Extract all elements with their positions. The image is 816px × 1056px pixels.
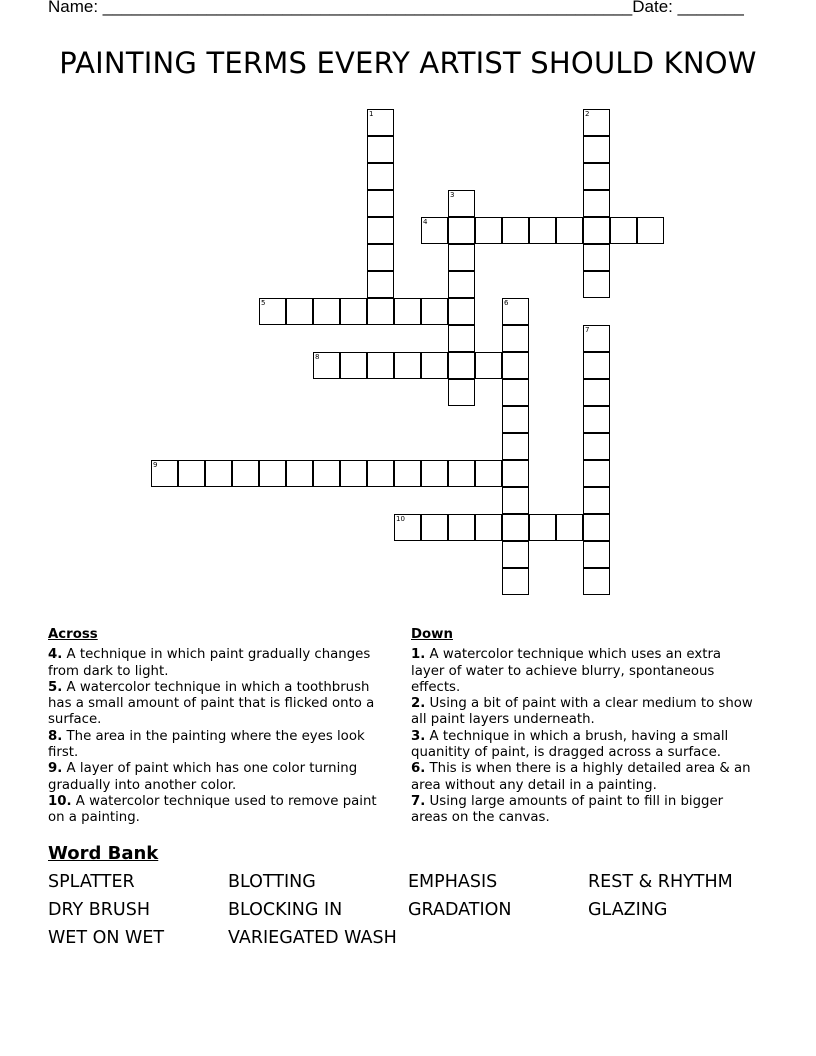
down-clues (411, 627, 756, 827)
date-field-label[interactable]: Date: _______ (632, 0, 744, 16)
crossword-cell[interactable] (475, 217, 502, 244)
crossword-cell[interactable] (367, 460, 394, 487)
crossword-cell[interactable] (583, 244, 610, 271)
crossword-cell[interactable] (421, 460, 448, 487)
crossword-cell[interactable] (340, 352, 367, 379)
word-bank-item: SPLATTER (48, 872, 135, 892)
word-bank-item: WET ON WET (48, 928, 165, 948)
crossword-cell[interactable] (313, 352, 340, 379)
crossword-cell[interactable] (529, 514, 556, 541)
clue-number: 6 (504, 299, 509, 307)
clue-across-10: 10. A watercolor technique used to remove paint on a painting. (48, 793, 377, 826)
word-bank-item: EMPHASIS (408, 872, 498, 892)
crossword-cell[interactable] (556, 514, 583, 541)
crossword-cell[interactable] (583, 433, 610, 460)
clue-number: 4 (423, 218, 428, 226)
crossword-cell[interactable] (583, 460, 610, 487)
crossword-cell[interactable] (178, 460, 205, 487)
crossword-cell[interactable] (394, 298, 421, 325)
crossword-cell[interactable] (448, 244, 475, 271)
crossword-cell[interactable] (394, 460, 421, 487)
crossword-cell[interactable] (367, 244, 394, 271)
crossword-cell[interactable] (448, 271, 475, 298)
word-bank-item: REST & RHYTHM (588, 872, 733, 892)
crossword-cell[interactable] (475, 352, 502, 379)
crossword-cell[interactable] (448, 460, 475, 487)
crossword-cell[interactable] (583, 406, 610, 433)
crossword-cell[interactable] (367, 271, 394, 298)
crossword-cell[interactable] (502, 406, 529, 433)
clue-number: 9 (153, 461, 158, 469)
crossword-cell[interactable] (610, 217, 637, 244)
crossword-cell[interactable] (286, 298, 313, 325)
word-bank-item: DRY BRUSH (48, 900, 151, 920)
crossword-cell[interactable] (583, 514, 610, 541)
crossword-cell[interactable] (583, 325, 610, 352)
crossword-cell[interactable] (367, 352, 394, 379)
across-clues (48, 627, 388, 827)
clue-down-6: 6. This is when there is a highly detailed area & an area without any detail in a painting. (411, 761, 751, 793)
clue-number: 10 (396, 515, 405, 523)
crossword-cell[interactable] (556, 217, 583, 244)
clue-across-9: 9. A layer of paint which has one color turning gradually into another color. (48, 761, 358, 793)
crossword-cell[interactable] (475, 514, 502, 541)
crossword-cell[interactable] (232, 460, 259, 487)
crossword-cell[interactable] (151, 460, 178, 487)
crossword-cell[interactable] (205, 460, 232, 487)
word-bank-item: GRADATION (408, 900, 512, 920)
down-heading: Down (411, 627, 453, 642)
name-field-label[interactable]: Name: ________________________________________________________ (48, 0, 633, 16)
crossword-cell[interactable] (583, 379, 610, 406)
crossword-cell[interactable] (502, 325, 529, 352)
crossword-cell[interactable] (502, 460, 529, 487)
word-bank-title: Word Bank (48, 843, 159, 864)
crossword-cell[interactable] (421, 514, 448, 541)
crossword-cell[interactable] (394, 514, 421, 541)
page-title: PAINTING TERMS EVERY ARTIST SHOULD KNOW (59, 46, 757, 80)
crossword-cell[interactable] (448, 217, 475, 244)
crossword-cell[interactable] (502, 379, 529, 406)
crossword-cell[interactable] (583, 271, 610, 298)
crossword-cell[interactable] (340, 298, 367, 325)
crossword-cell[interactable] (583, 163, 610, 190)
clue-down-3: 3. A technique in which a brush, having a small quanitity of paint, is dragged across a surface. (411, 728, 729, 761)
crossword-cell[interactable] (502, 514, 529, 541)
crossword-cell[interactable] (448, 190, 475, 217)
crossword-cell[interactable] (259, 298, 286, 325)
crossword-cell[interactable] (583, 352, 610, 379)
crossword-cell[interactable] (313, 460, 340, 487)
crossword-cell[interactable] (583, 109, 610, 136)
crossword-cell[interactable] (313, 298, 340, 325)
crossword-cell[interactable] (367, 136, 394, 163)
crossword-cell[interactable] (583, 487, 610, 514)
clue-across-8: 8. The area in the painting where the eyes look first. (48, 728, 365, 761)
crossword-cell[interactable] (502, 568, 529, 595)
crossword-cell[interactable] (583, 190, 610, 217)
crossword-cell[interactable] (259, 460, 286, 487)
clue-number: 3 (450, 191, 455, 199)
crossword-cell[interactable] (367, 217, 394, 244)
clue-number: 7 (585, 326, 590, 334)
clue-number: 2 (585, 110, 590, 118)
word-bank-item: BLOCKING IN (228, 900, 343, 920)
word-bank-item: VARIEGATED WASH (228, 928, 397, 948)
clue-across-5: 5. A watercolor technique in which a toothbrush has a small amount of paint that is flicked onto a surface. (48, 679, 375, 728)
crossword-cell[interactable] (394, 352, 421, 379)
crossword-cell[interactable] (502, 433, 529, 460)
crossword-cell[interactable] (367, 298, 394, 325)
word-bank-item: BLOTTING (228, 872, 316, 892)
clue-down-7: 7. Using large amounts of paint to fill in bigger areas on the canvas. (411, 793, 724, 826)
crossword-cell[interactable] (583, 568, 610, 595)
crossword-cell[interactable] (367, 190, 394, 217)
crossword-cell[interactable] (286, 460, 313, 487)
crossword-cell[interactable] (502, 487, 529, 514)
clue-across-4: 4. A technique in which paint gradually changes from dark to light. (48, 647, 371, 679)
crossword-cell[interactable] (448, 514, 475, 541)
crossword-cell[interactable] (448, 298, 475, 325)
crossword-cell[interactable] (421, 217, 448, 244)
crossword-cell[interactable] (502, 541, 529, 568)
crossword-cell[interactable] (421, 298, 448, 325)
crossword-cell[interactable] (367, 163, 394, 190)
clue-number: 5 (261, 299, 266, 307)
clue-down-1: 1. A watercolor technique which uses an extra layer of water to achieve blurry, spontaneous effects. (411, 647, 722, 695)
word-bank-item: GLAZING (588, 900, 668, 920)
crossword-cell[interactable] (502, 298, 529, 325)
crossword-cell[interactable] (340, 460, 367, 487)
crossword-cell[interactable] (583, 217, 610, 244)
crossword-cell[interactable] (421, 352, 448, 379)
crossword-cell[interactable] (448, 352, 475, 379)
clue-down-2: 2. Using a bit of paint with a clear medium to show all paint layers underneath. (411, 696, 753, 728)
crossword-cell[interactable] (502, 352, 529, 379)
crossword-cell[interactable] (475, 460, 502, 487)
crossword-cell[interactable] (502, 217, 529, 244)
crossword-cell[interactable] (448, 325, 475, 352)
crossword-cell[interactable] (637, 217, 664, 244)
word-bank (48, 872, 768, 948)
crossword-cell[interactable] (367, 109, 394, 136)
crossword-cell[interactable] (583, 541, 610, 568)
clue-number: 1 (369, 110, 374, 118)
across-heading: Across (48, 627, 98, 642)
crossword-cell[interactable] (529, 217, 556, 244)
crossword-cell[interactable] (448, 379, 475, 406)
crossword-cell[interactable] (583, 136, 610, 163)
clue-number: 8 (315, 353, 320, 361)
